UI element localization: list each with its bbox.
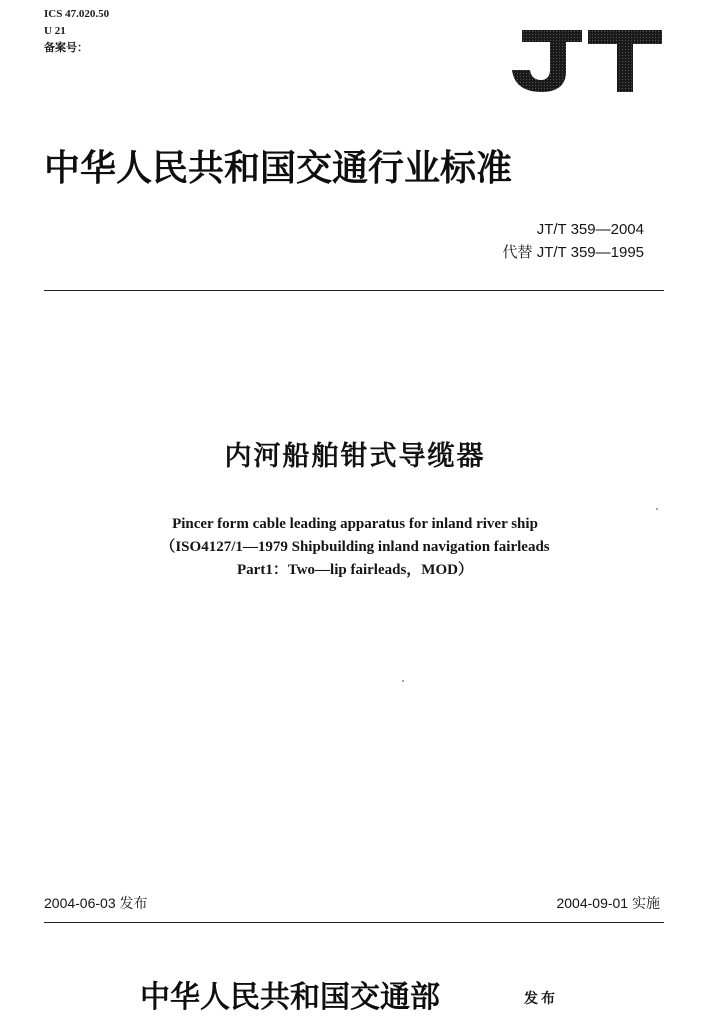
ics-code: ICS 47.020.50 [44, 8, 110, 20]
standard-title-en [0, 513, 710, 582]
implementation-date: 2004-09-01 实施 [556, 895, 660, 911]
main-title: 中华人民共和国交通行业标准 [44, 147, 513, 189]
jt-logo [508, 28, 664, 94]
record-number-label: 备案号： [44, 42, 88, 54]
bottom-divider [44, 922, 664, 923]
standard-title-zh: 内河船舶钳式导缆器 [224, 441, 486, 472]
issuer-name: 中华人民共和国交通部 [140, 980, 440, 1015]
issue-action: 发布 [524, 991, 558, 1007]
scan-speck [402, 680, 404, 682]
standard-number-block [503, 218, 644, 264]
en-title-line-1: Pincer form cable leading apparatus for inland river ship [172, 516, 538, 532]
top-divider [44, 290, 664, 291]
standard-number: JT/T 359—2004 [536, 221, 644, 238]
issue-date: 2004-06-03 发布 [44, 895, 148, 911]
replaces-standard: 代替 JT/T 359—1995 [502, 244, 644, 261]
scan-speck [656, 508, 658, 510]
en-title-line-3: Part1：Two—lip fairleads，MOD） [237, 562, 473, 578]
category-code: U 21 [44, 25, 66, 37]
header-codes [44, 6, 109, 57]
jt-logo-graphic [508, 28, 664, 94]
en-title-line-2: （ISO4127/1—1979 Shipbuilding inland navigation fairleads [160, 539, 550, 555]
